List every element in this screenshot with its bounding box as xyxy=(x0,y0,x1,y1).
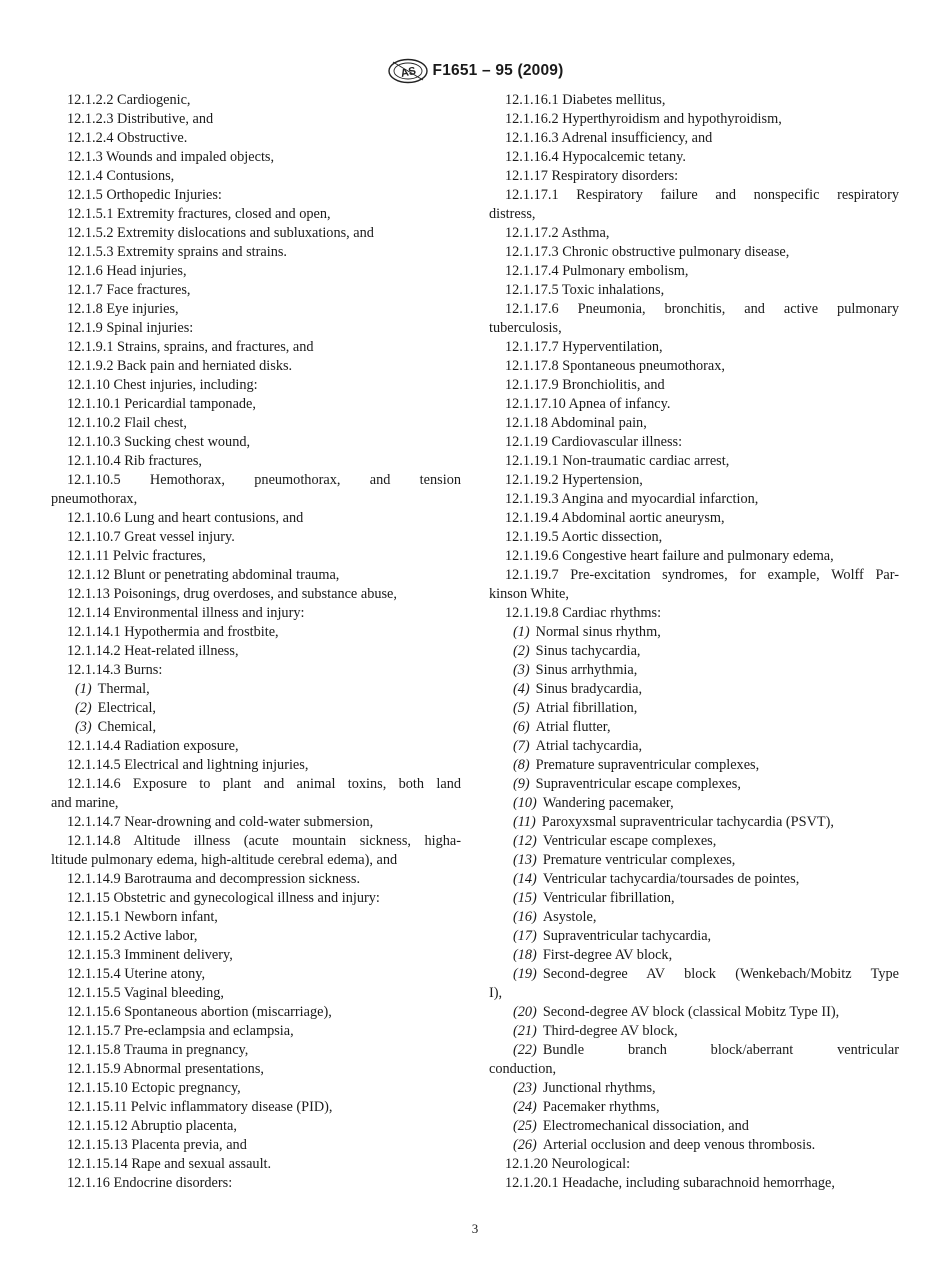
text-line xyxy=(51,205,461,224)
line-text: Sinus bradycardia, xyxy=(535,681,643,697)
line-text: 12.1.17.5 Toxic inhalations, xyxy=(505,282,665,298)
text-line xyxy=(489,433,899,452)
text-line xyxy=(51,984,461,1003)
line-text: Atrial flutter, xyxy=(535,719,611,735)
line-text: Premature supraventricular complexes, xyxy=(535,757,760,773)
line-text: 12.1.2.3 Distributive, and xyxy=(67,111,214,127)
line-text: 12.1.11 Pelvic fractures, xyxy=(67,548,206,564)
text-line xyxy=(489,91,899,110)
text-line xyxy=(489,281,899,300)
line-text: 12.1.15.9 Abnormal presentations, xyxy=(67,1061,264,1077)
list-number: (2) xyxy=(513,643,530,659)
line-text: 12.1.16.3 Adrenal insufficiency, and xyxy=(505,130,713,146)
line-text: 12.1.10.3 Sucking chest wound, xyxy=(67,434,251,450)
text-line xyxy=(51,604,461,623)
line-text: 12.1.14.8 Altitude illness (acute mountain sickness, higha- xyxy=(67,833,461,849)
line-text: 12.1.19.2 Hypertension, xyxy=(505,472,643,488)
list-number: (1) xyxy=(513,624,530,640)
svg-text:AS: AS xyxy=(399,65,417,80)
text-line xyxy=(51,357,461,376)
line-text: Thermal, xyxy=(97,681,150,697)
text-line xyxy=(489,338,899,357)
line-text: 12.1.14.4 Radiation exposure, xyxy=(67,738,239,754)
text-line xyxy=(489,946,899,965)
list-number: (3) xyxy=(75,719,92,735)
text-line xyxy=(489,319,899,338)
text-line xyxy=(51,680,461,699)
list-number: (10) xyxy=(513,795,537,811)
line-text: 12.1.19.1 Non-traumatic cardiac arrest, xyxy=(505,453,730,469)
line-text: 12.1.10.5 Hemothorax, pneumothorax, and tension xyxy=(67,472,461,488)
line-text: 12.1.18 Abdominal pain, xyxy=(505,415,647,431)
line-text: 12.1.4 Contusions, xyxy=(67,168,175,184)
line-text: 12.1.14 Environmental illness and injury: xyxy=(67,605,305,621)
line-text: Ventricular escape complexes, xyxy=(542,833,717,849)
text-line xyxy=(489,1155,899,1174)
line-text: 12.1.10.2 Flail chest, xyxy=(67,415,187,431)
line-text: 12.1.2.4 Obstructive. xyxy=(67,130,188,146)
text-line xyxy=(489,794,899,813)
text-line xyxy=(51,661,461,680)
line-text: Second-degree AV block (classical Mobitz Type II), xyxy=(542,1004,840,1020)
line-text: 12.1.16 Endocrine disorders: xyxy=(67,1175,233,1191)
astm-logo-icon xyxy=(387,58,429,84)
line-text: Ventricular fibrillation, xyxy=(542,890,675,906)
line-text: 12.1.19.5 Aortic dissection, xyxy=(505,529,663,545)
line-text: 12.1.14.6 Exposure to plant and animal toxins, both land xyxy=(67,776,461,792)
text-line xyxy=(489,775,899,794)
line-text: 12.1.15.2 Active labor, xyxy=(67,928,198,944)
list-number: (19) xyxy=(513,966,537,982)
text-line xyxy=(51,547,461,566)
list-number: (18) xyxy=(513,947,537,963)
text-line xyxy=(489,224,899,243)
line-text: 12.1.14.7 Near-drowning and cold-water submersion, xyxy=(67,814,374,830)
line-text: and marine, xyxy=(51,795,119,811)
line-text: 12.1.14.5 Electrical and lightning injuries, xyxy=(67,757,309,773)
text-line xyxy=(51,889,461,908)
line-text: 12.1.15.7 Pre-eclampsia and eclampsia, xyxy=(67,1023,294,1039)
text-line xyxy=(51,737,461,756)
text-line xyxy=(51,1079,461,1098)
line-text: Supraventricular tachycardia, xyxy=(542,928,712,944)
text-line xyxy=(489,110,899,129)
text-line xyxy=(489,357,899,376)
list-number: (13) xyxy=(513,852,537,868)
left-column xyxy=(51,91,461,1193)
line-text: Second-degree AV block (Wenkebach/Mobitz Type xyxy=(542,966,899,982)
text-line xyxy=(489,1060,899,1079)
text-line xyxy=(489,737,899,756)
list-number: (26) xyxy=(513,1137,537,1153)
line-text: 12.1.10 Chest injuries, including: xyxy=(67,377,258,393)
list-number: (22) xyxy=(513,1042,537,1058)
line-text: 12.1.17.7 Hyperventilation, xyxy=(505,339,663,355)
text-line xyxy=(51,851,461,870)
list-number: (16) xyxy=(513,909,537,925)
line-text: tuberculosis, xyxy=(489,320,562,336)
text-line xyxy=(51,1041,461,1060)
list-number: (5) xyxy=(513,700,530,716)
line-text: 12.1.17.3 Chronic obstructive pulmonary disease, xyxy=(505,244,790,260)
line-text: Supraventricular escape complexes, xyxy=(535,776,741,792)
text-line xyxy=(489,205,899,224)
text-line xyxy=(489,965,899,984)
line-text: Junctional rhythms, xyxy=(542,1080,656,1096)
line-text: Electrical, xyxy=(97,700,157,716)
list-number: (17) xyxy=(513,928,537,944)
text-line xyxy=(489,699,899,718)
text-line xyxy=(489,528,899,547)
line-text: 12.1.5.3 Extremity sprains and strains. xyxy=(67,244,287,260)
line-text: 12.1.16.4 Hypocalcemic tetany. xyxy=(505,149,686,165)
text-line xyxy=(51,243,461,262)
text-line xyxy=(489,262,899,281)
line-text: Sinus tachycardia, xyxy=(535,643,641,659)
text-line xyxy=(489,395,899,414)
line-text: Bundle branch block/aberrant ventricular xyxy=(542,1042,899,1058)
text-line xyxy=(51,623,461,642)
text-line xyxy=(489,186,899,205)
line-text: 12.1.17.2 Asthma, xyxy=(505,225,610,241)
list-number: (2) xyxy=(75,700,92,716)
list-number: (8) xyxy=(513,757,530,773)
text-line xyxy=(489,832,899,851)
text-line xyxy=(51,870,461,889)
line-text: 12.1.10.7 Great vessel injury. xyxy=(67,529,235,545)
line-text: 12.1.14.2 Heat-related illness, xyxy=(67,643,239,659)
list-number: (11) xyxy=(513,814,536,830)
text-line xyxy=(51,775,461,794)
line-text: 12.1.15.12 Abruptio placenta, xyxy=(67,1118,237,1134)
text-line xyxy=(489,167,899,186)
line-text: 12.1.17.6 Pneumonia, bronchitis, and active pulmonary xyxy=(505,301,899,317)
text-line xyxy=(51,471,461,490)
line-text: Atrial tachycardia, xyxy=(535,738,643,754)
line-text: 12.1.6 Head injuries, xyxy=(67,263,187,279)
text-line xyxy=(51,1117,461,1136)
text-line xyxy=(489,1136,899,1155)
line-text: Arterial occlusion and deep venous thrombosis. xyxy=(542,1137,816,1153)
text-line xyxy=(489,661,899,680)
text-line xyxy=(489,642,899,661)
line-text: 12.1.5 Orthopedic Injuries: xyxy=(67,187,222,203)
list-number: (15) xyxy=(513,890,537,906)
text-line xyxy=(51,699,461,718)
line-text: Paroxyxsmal supraventricular tachycardia (PSVT), xyxy=(541,814,834,830)
right-column xyxy=(489,91,899,1193)
text-line xyxy=(489,1022,899,1041)
line-text: 12.1.17.1 Respiratory failure and nonspecific respiratory xyxy=(505,187,899,203)
text-line xyxy=(51,148,461,167)
line-text: Premature ventricular complexes, xyxy=(542,852,736,868)
line-text: 12.1.15.11 Pelvic inflammatory disease (PID), xyxy=(67,1099,333,1115)
text-line xyxy=(51,642,461,661)
text-line xyxy=(489,129,899,148)
text-line xyxy=(51,1098,461,1117)
line-text: Ventricular tachycardia/toursades de pointes, xyxy=(542,871,800,887)
text-line xyxy=(51,908,461,927)
text-line xyxy=(51,794,461,813)
list-number: (14) xyxy=(513,871,537,887)
line-text: 12.1.19 Cardiovascular illness: xyxy=(505,434,683,450)
text-line xyxy=(489,889,899,908)
text-line xyxy=(51,414,461,433)
list-number: (21) xyxy=(513,1023,537,1039)
line-text: 12.1.3 Wounds and impaled objects, xyxy=(67,149,275,165)
text-line xyxy=(51,509,461,528)
list-number: (3) xyxy=(513,662,530,678)
line-text: Chemical, xyxy=(97,719,157,735)
line-text: Electromechanical dissociation, and xyxy=(542,1118,749,1134)
line-text: distress, xyxy=(489,206,536,222)
line-text: Wandering pacemaker, xyxy=(542,795,674,811)
list-number: (1) xyxy=(75,681,92,697)
text-line xyxy=(51,262,461,281)
text-line xyxy=(51,452,461,471)
line-text: 12.1.15.8 Trauma in pregnancy, xyxy=(67,1042,249,1058)
text-line xyxy=(51,718,461,737)
text-line xyxy=(489,680,899,699)
line-text: 12.1.19.4 Abdominal aortic aneurysm, xyxy=(505,510,725,526)
list-number: (4) xyxy=(513,681,530,697)
line-text: 12.1.12 Blunt or penetrating abdominal trauma, xyxy=(67,567,340,583)
line-text: 12.1.10.6 Lung and heart contusions, and xyxy=(67,510,304,526)
line-text: 12.1.15.4 Uterine atony, xyxy=(67,966,206,982)
text-line xyxy=(51,186,461,205)
line-text: 12.1.15.1 Newborn infant, xyxy=(67,909,218,925)
text-line xyxy=(51,566,461,585)
text-line xyxy=(51,433,461,452)
text-line xyxy=(489,1098,899,1117)
text-line xyxy=(489,585,899,604)
text-line xyxy=(51,319,461,338)
line-text: 12.1.17.10 Apnea of infancy. xyxy=(505,396,671,412)
text-line xyxy=(51,832,461,851)
text-line xyxy=(51,300,461,319)
line-text: 12.1.15.6 Spontaneous abortion (miscarriage), xyxy=(67,1004,332,1020)
line-text: 12.1.9.2 Back pain and herniated disks. xyxy=(67,358,293,374)
list-number: (24) xyxy=(513,1099,537,1115)
line-text: 12.1.10.1 Pericardial tamponade, xyxy=(67,396,256,412)
list-number: (23) xyxy=(513,1080,537,1096)
text-line xyxy=(51,1155,461,1174)
line-text: 12.1.14.3 Burns: xyxy=(67,662,163,678)
text-line xyxy=(489,471,899,490)
line-text: conduction, xyxy=(489,1061,557,1077)
text-line xyxy=(489,300,899,319)
line-text: Pacemaker rhythms, xyxy=(542,1099,660,1115)
line-text: 12.1.2.2 Cardiogenic, xyxy=(67,92,191,108)
text-line xyxy=(489,870,899,889)
text-line xyxy=(489,604,899,623)
line-text: 12.1.16.2 Hyperthyroidism and hypothyroidism, xyxy=(505,111,782,127)
text-line xyxy=(489,851,899,870)
text-line xyxy=(489,547,899,566)
list-number: (9) xyxy=(513,776,530,792)
line-text: Asystole, xyxy=(542,909,597,925)
line-text: 12.1.17.9 Bronchiolitis, and xyxy=(505,377,665,393)
standard-designation: F1651 – 95 (2009) xyxy=(432,62,564,79)
text-line xyxy=(51,167,461,186)
line-text: 12.1.20.1 Headache, including subarachnoid hemorrhage, xyxy=(505,1175,835,1191)
text-line xyxy=(489,718,899,737)
text-line xyxy=(489,414,899,433)
text-line xyxy=(489,1041,899,1060)
text-line xyxy=(489,813,899,832)
line-text: First-degree AV block, xyxy=(542,947,673,963)
text-line xyxy=(51,490,461,509)
line-text: 12.1.5.2 Extremity dislocations and subluxations, and xyxy=(67,225,374,241)
list-number: (6) xyxy=(513,719,530,735)
line-text: 12.1.19.6 Congestive heart failure and pulmonary edema, xyxy=(505,548,834,564)
text-line xyxy=(489,243,899,262)
text-line xyxy=(51,224,461,243)
text-line xyxy=(489,927,899,946)
text-line xyxy=(51,1060,461,1079)
line-text: 12.1.5.1 Extremity fractures, closed and open, xyxy=(67,206,331,222)
line-text: 12.1.7 Face fractures, xyxy=(67,282,191,298)
list-number: (12) xyxy=(513,833,537,849)
line-text: 12.1.19.8 Cardiac rhythms: xyxy=(505,605,662,621)
text-line xyxy=(489,756,899,775)
line-text: 12.1.19.7 Pre-excitation syndromes, for example, Wolff Par- xyxy=(505,567,899,583)
list-number: (7) xyxy=(513,738,530,754)
text-line xyxy=(489,376,899,395)
text-line xyxy=(489,490,899,509)
text-line xyxy=(51,395,461,414)
line-text: 12.1.19.3 Angina and myocardial infarction, xyxy=(505,491,759,507)
line-text: 12.1.15.5 Vaginal bleeding, xyxy=(67,985,224,1001)
text-line xyxy=(51,1174,461,1193)
line-text: 12.1.15.13 Placenta previa, and xyxy=(67,1137,247,1153)
text-line xyxy=(51,946,461,965)
line-text: 12.1.9.1 Strains, sprains, and fractures, and xyxy=(67,339,314,355)
line-text: 12.1.17 Respiratory disorders: xyxy=(505,168,679,184)
text-line xyxy=(489,509,899,528)
line-text: 12.1.13 Poisonings, drug overdoses, and substance abuse, xyxy=(67,586,397,602)
text-line xyxy=(51,1022,461,1041)
text-line xyxy=(489,908,899,927)
text-line xyxy=(489,1079,899,1098)
line-text: Third-degree AV block, xyxy=(542,1023,678,1039)
text-line xyxy=(51,1003,461,1022)
text-line xyxy=(51,110,461,129)
line-text: 12.1.9 Spinal injuries: xyxy=(67,320,194,336)
line-text: 12.1.10.4 Rib fractures, xyxy=(67,453,202,469)
text-line xyxy=(51,338,461,357)
text-line xyxy=(51,965,461,984)
line-text: kinson White, xyxy=(489,586,569,602)
line-text: 12.1.20 Neurological: xyxy=(505,1156,631,1172)
line-text: Normal sinus rhythm, xyxy=(535,624,661,640)
list-number: (20) xyxy=(513,1004,537,1020)
line-text: Atrial fibrillation, xyxy=(535,700,638,716)
line-text: 12.1.15.10 Ectopic pregnancy, xyxy=(67,1080,241,1096)
page-number: 3 xyxy=(471,1221,479,1236)
line-text: 12.1.15.3 Imminent delivery, xyxy=(67,947,233,963)
line-text: Sinus arrhythmia, xyxy=(535,662,638,678)
page-header xyxy=(0,56,950,86)
text-line xyxy=(51,927,461,946)
text-line xyxy=(51,585,461,604)
line-text: ltitude pulmonary edema, high-altitude cerebral edema), and xyxy=(51,852,398,868)
text-line xyxy=(489,148,899,167)
text-line xyxy=(51,376,461,395)
text-line xyxy=(489,984,899,1003)
text-line xyxy=(51,756,461,775)
text-line xyxy=(489,566,899,585)
line-text: 12.1.15 Obstetric and gynecological illness and injury: xyxy=(67,890,380,906)
text-line xyxy=(51,129,461,148)
text-line xyxy=(51,528,461,547)
line-text: 12.1.8 Eye injuries, xyxy=(67,301,179,317)
line-text: 12.1.15.14 Rape and sexual assault. xyxy=(67,1156,272,1172)
text-line xyxy=(489,1117,899,1136)
line-text: 12.1.16.1 Diabetes mellitus, xyxy=(505,92,666,108)
line-text: 12.1.17.8 Spontaneous pneumothorax, xyxy=(505,358,725,374)
line-text: I), xyxy=(489,985,503,1001)
line-text: 12.1.14.9 Barotrauma and decompression sickness. xyxy=(67,871,361,887)
text-line xyxy=(51,91,461,110)
text-line xyxy=(51,813,461,832)
list-number: (25) xyxy=(513,1118,537,1134)
text-line xyxy=(51,1136,461,1155)
line-text: pneumothorax, xyxy=(51,491,138,507)
text-line xyxy=(489,623,899,642)
line-text: 12.1.14.1 Hypothermia and frostbite, xyxy=(67,624,279,640)
text-line xyxy=(489,452,899,471)
text-line xyxy=(489,1174,899,1193)
text-line xyxy=(51,281,461,300)
text-line xyxy=(489,1003,899,1022)
line-text: 12.1.17.4 Pulmonary embolism, xyxy=(505,263,689,279)
